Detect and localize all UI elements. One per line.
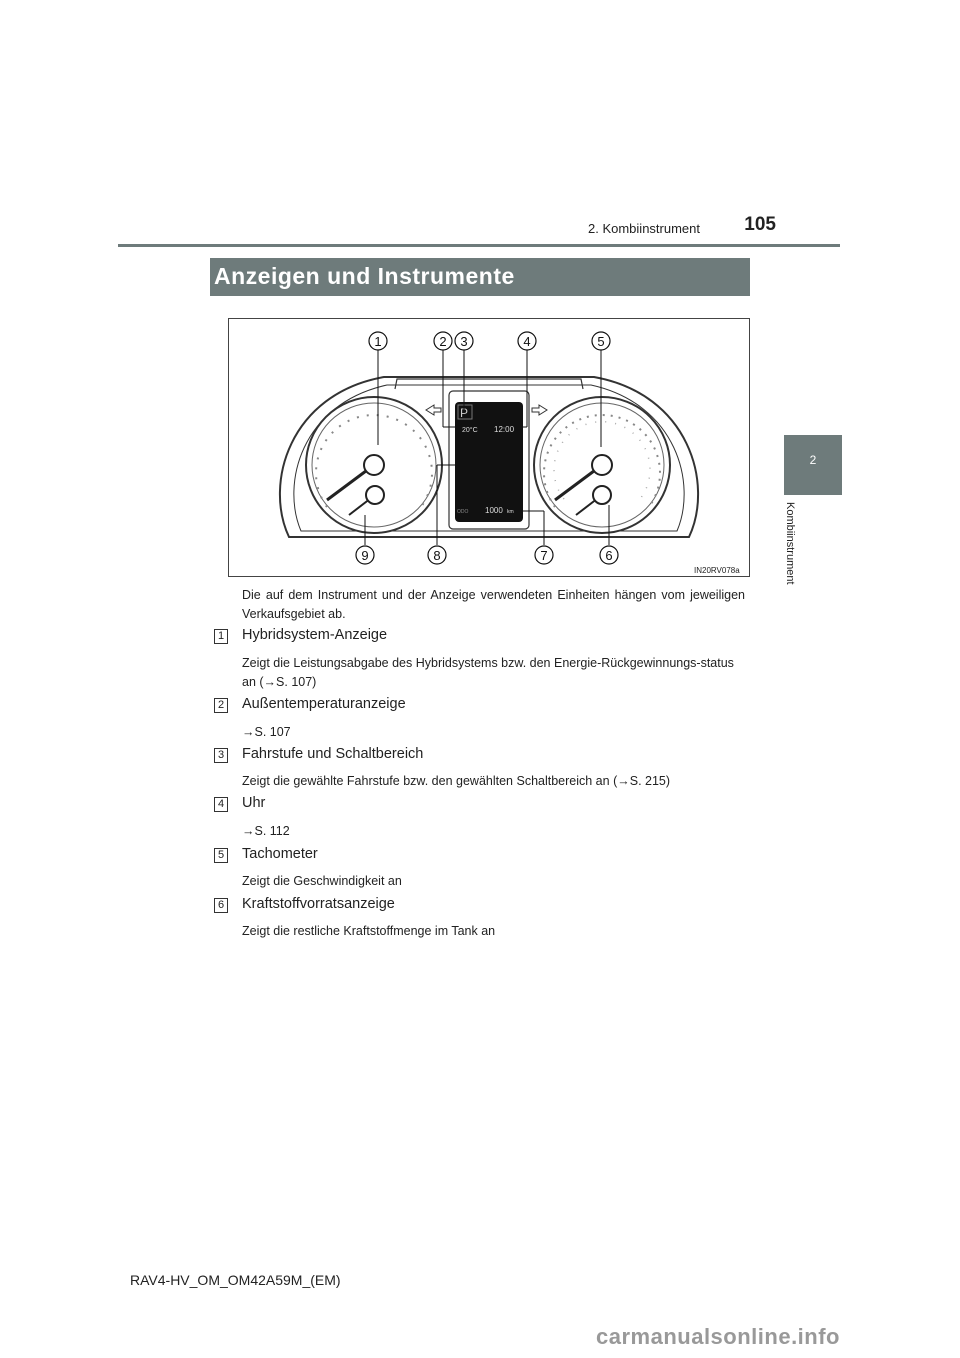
item-description: →S. 107 <box>242 725 291 739</box>
item-title: Fahrstufe und Schaltbereich <box>242 746 424 762</box>
left-turn-arrow-icon <box>426 405 441 415</box>
footer-model-code: RAV4-HV_OM_OM42A59M_(EM) <box>130 1272 341 1288</box>
header-rule <box>118 244 840 247</box>
instrument-cluster-figure <box>228 318 750 577</box>
callout-label: 6 <box>605 548 613 563</box>
odo-label: ODO <box>457 509 469 515</box>
item-description: Zeigt die Leistungsabgabe des Hybridsystems bzw. den Energie-Rückgewinnungs-status an (→S. 107) <box>242 656 734 689</box>
item-number-badge: 5 <box>214 848 228 863</box>
item-title: Außentemperaturanzeige <box>242 696 406 712</box>
page-number: 105 <box>744 214 776 235</box>
item-description: Zeigt die restliche Kraftstoffmenge im Tank an <box>242 924 496 938</box>
chapter-tab-label: Kombiinstrument <box>784 502 796 585</box>
callout-label: 3 <box>460 334 468 349</box>
item-number-badge: 6 <box>214 898 228 913</box>
cluster-illustration <box>229 319 749 576</box>
callout-label: 2 <box>439 334 447 349</box>
item-title: Kraftstoffvorratsanzeige <box>242 896 395 912</box>
callout-label: 5 <box>597 334 605 349</box>
page-title: Anzeigen und Instrumente <box>214 263 515 289</box>
callout-label: 4 <box>523 334 531 349</box>
item-number-badge: 1 <box>214 629 228 644</box>
item-description: Zeigt die gewählte Fahrstufe bzw. den gewählten Schaltbereich an (→S. 215) <box>242 774 671 788</box>
item-number-badge: 4 <box>214 797 228 812</box>
callout-label: 9 <box>361 548 369 563</box>
center-display <box>455 402 523 522</box>
item-title: Tachometer <box>242 846 318 862</box>
watermark: carmanualsonline.info <box>596 1324 840 1349</box>
left-gauge <box>306 397 442 533</box>
right-gauge <box>534 397 670 533</box>
intro-paragraph: Die auf dem Instrument und der Anzeige verwendeten Einheiten hängen vom jeweiligen Verkaufsgebiet ab. <box>242 588 745 621</box>
item-description: Zeigt die Geschwindigkeit an <box>242 874 402 888</box>
odometer-readout: 1000 <box>485 506 503 515</box>
callout-label: 7 <box>540 548 548 563</box>
clock-readout: 12:00 <box>494 425 515 434</box>
right-turn-arrow-icon <box>532 405 547 415</box>
temperature-readout: 20°C <box>462 427 478 434</box>
item-description: →S. 112 <box>242 824 290 838</box>
gear-indicator: P <box>460 406 469 420</box>
item-number-badge: 2 <box>214 698 228 713</box>
figure-code: IN20RV078a <box>694 566 740 575</box>
item-title: Uhr <box>242 795 266 811</box>
item-number-badge: 3 <box>214 748 228 763</box>
odometer-unit: km <box>507 509 514 515</box>
item-title: Hybridsystem-Anzeige <box>242 627 388 643</box>
callout-label: 8 <box>433 548 441 563</box>
chapter-tab-number: 2 <box>809 453 817 467</box>
callout-label: 1 <box>374 334 382 349</box>
section-label: 2. Kombiinstrument <box>588 221 700 236</box>
